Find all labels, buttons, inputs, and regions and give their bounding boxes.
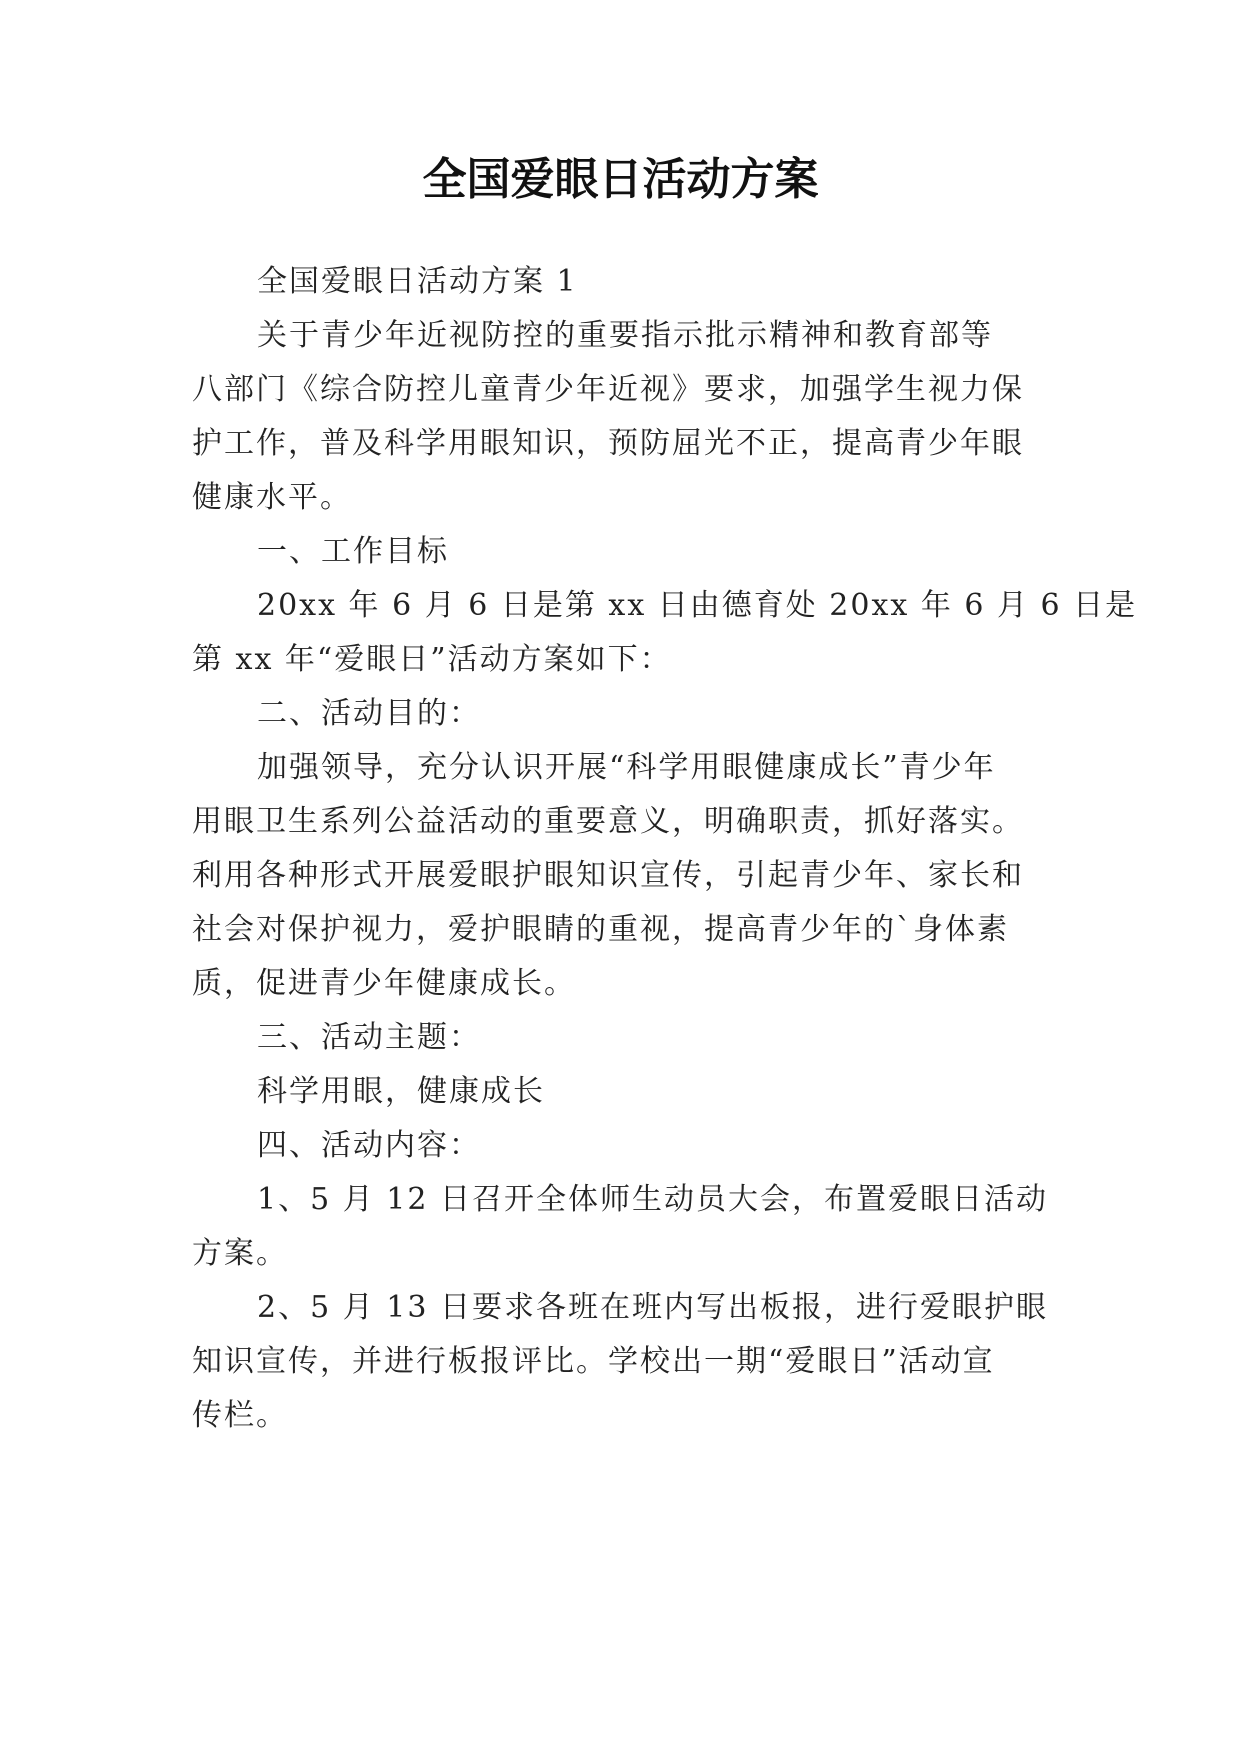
section-heading: 二、活动目的： [257, 696, 481, 731]
paragraph-line: 利用各种形式开展爱眼护眼知识宣传，引起青少年、家长和 [192, 858, 1024, 893]
paragraph-line: 质，促进青少年健康成长。 [192, 966, 576, 1001]
document-title: 全国爱眼日活动方案 [422, 154, 819, 205]
paragraph-line: 八部门《综合防控儿童青少年近视》要求，加强学生视力保 [192, 372, 1024, 407]
section-heading: 全国爱眼日活动方案 1 [257, 264, 578, 299]
paragraph-line: 社会对保护视力，爱护眼睛的重视，提高青少年的`身体素 [192, 912, 1009, 947]
section-heading: 三、活动主题： [257, 1020, 481, 1055]
paragraph-line: 护工作，普及科学用眼知识，预防屈光不正，提高青少年眼 [192, 426, 1024, 461]
paragraph-line: 用眼卫生系列公益活动的重要意义，明确职责，抓好落实。 [192, 804, 1024, 839]
paragraph-line: 2、5 月 13 日要求各班在班内写出板报，进行爱眼护眼 [257, 1290, 1048, 1325]
paragraph-line: 第 xx 年“爱眼日”活动方案如下： [192, 642, 672, 677]
paragraph-line: 科学用眼，健康成长 [257, 1074, 545, 1109]
section-heading: 四、活动内容： [257, 1128, 481, 1163]
paragraph-line: 20xx 年 6 月 6 日是第 xx 日由德育处 20xx 年 6 月 6 日是 [257, 588, 1138, 623]
paragraph-line: 方案。 [192, 1236, 288, 1271]
paragraph-line: 关于青少年近视防控的重要指示批示精神和教育部等 [257, 318, 993, 353]
paragraph-line: 知识宣传，并进行板报评比。学校出一期“爱眼日”活动宣 [192, 1344, 995, 1379]
section-heading: 一、工作目标 [257, 534, 449, 569]
paragraph-line: 健康水平。 [192, 480, 352, 515]
paragraph-line: 传栏。 [192, 1398, 288, 1433]
paragraph-line: 1、5 月 12 日召开全体师生动员大会，布置爱眼日活动 [257, 1182, 1048, 1217]
paragraph-line: 加强领导，充分认识开展“科学用眼健康成长”青少年 [257, 750, 996, 785]
